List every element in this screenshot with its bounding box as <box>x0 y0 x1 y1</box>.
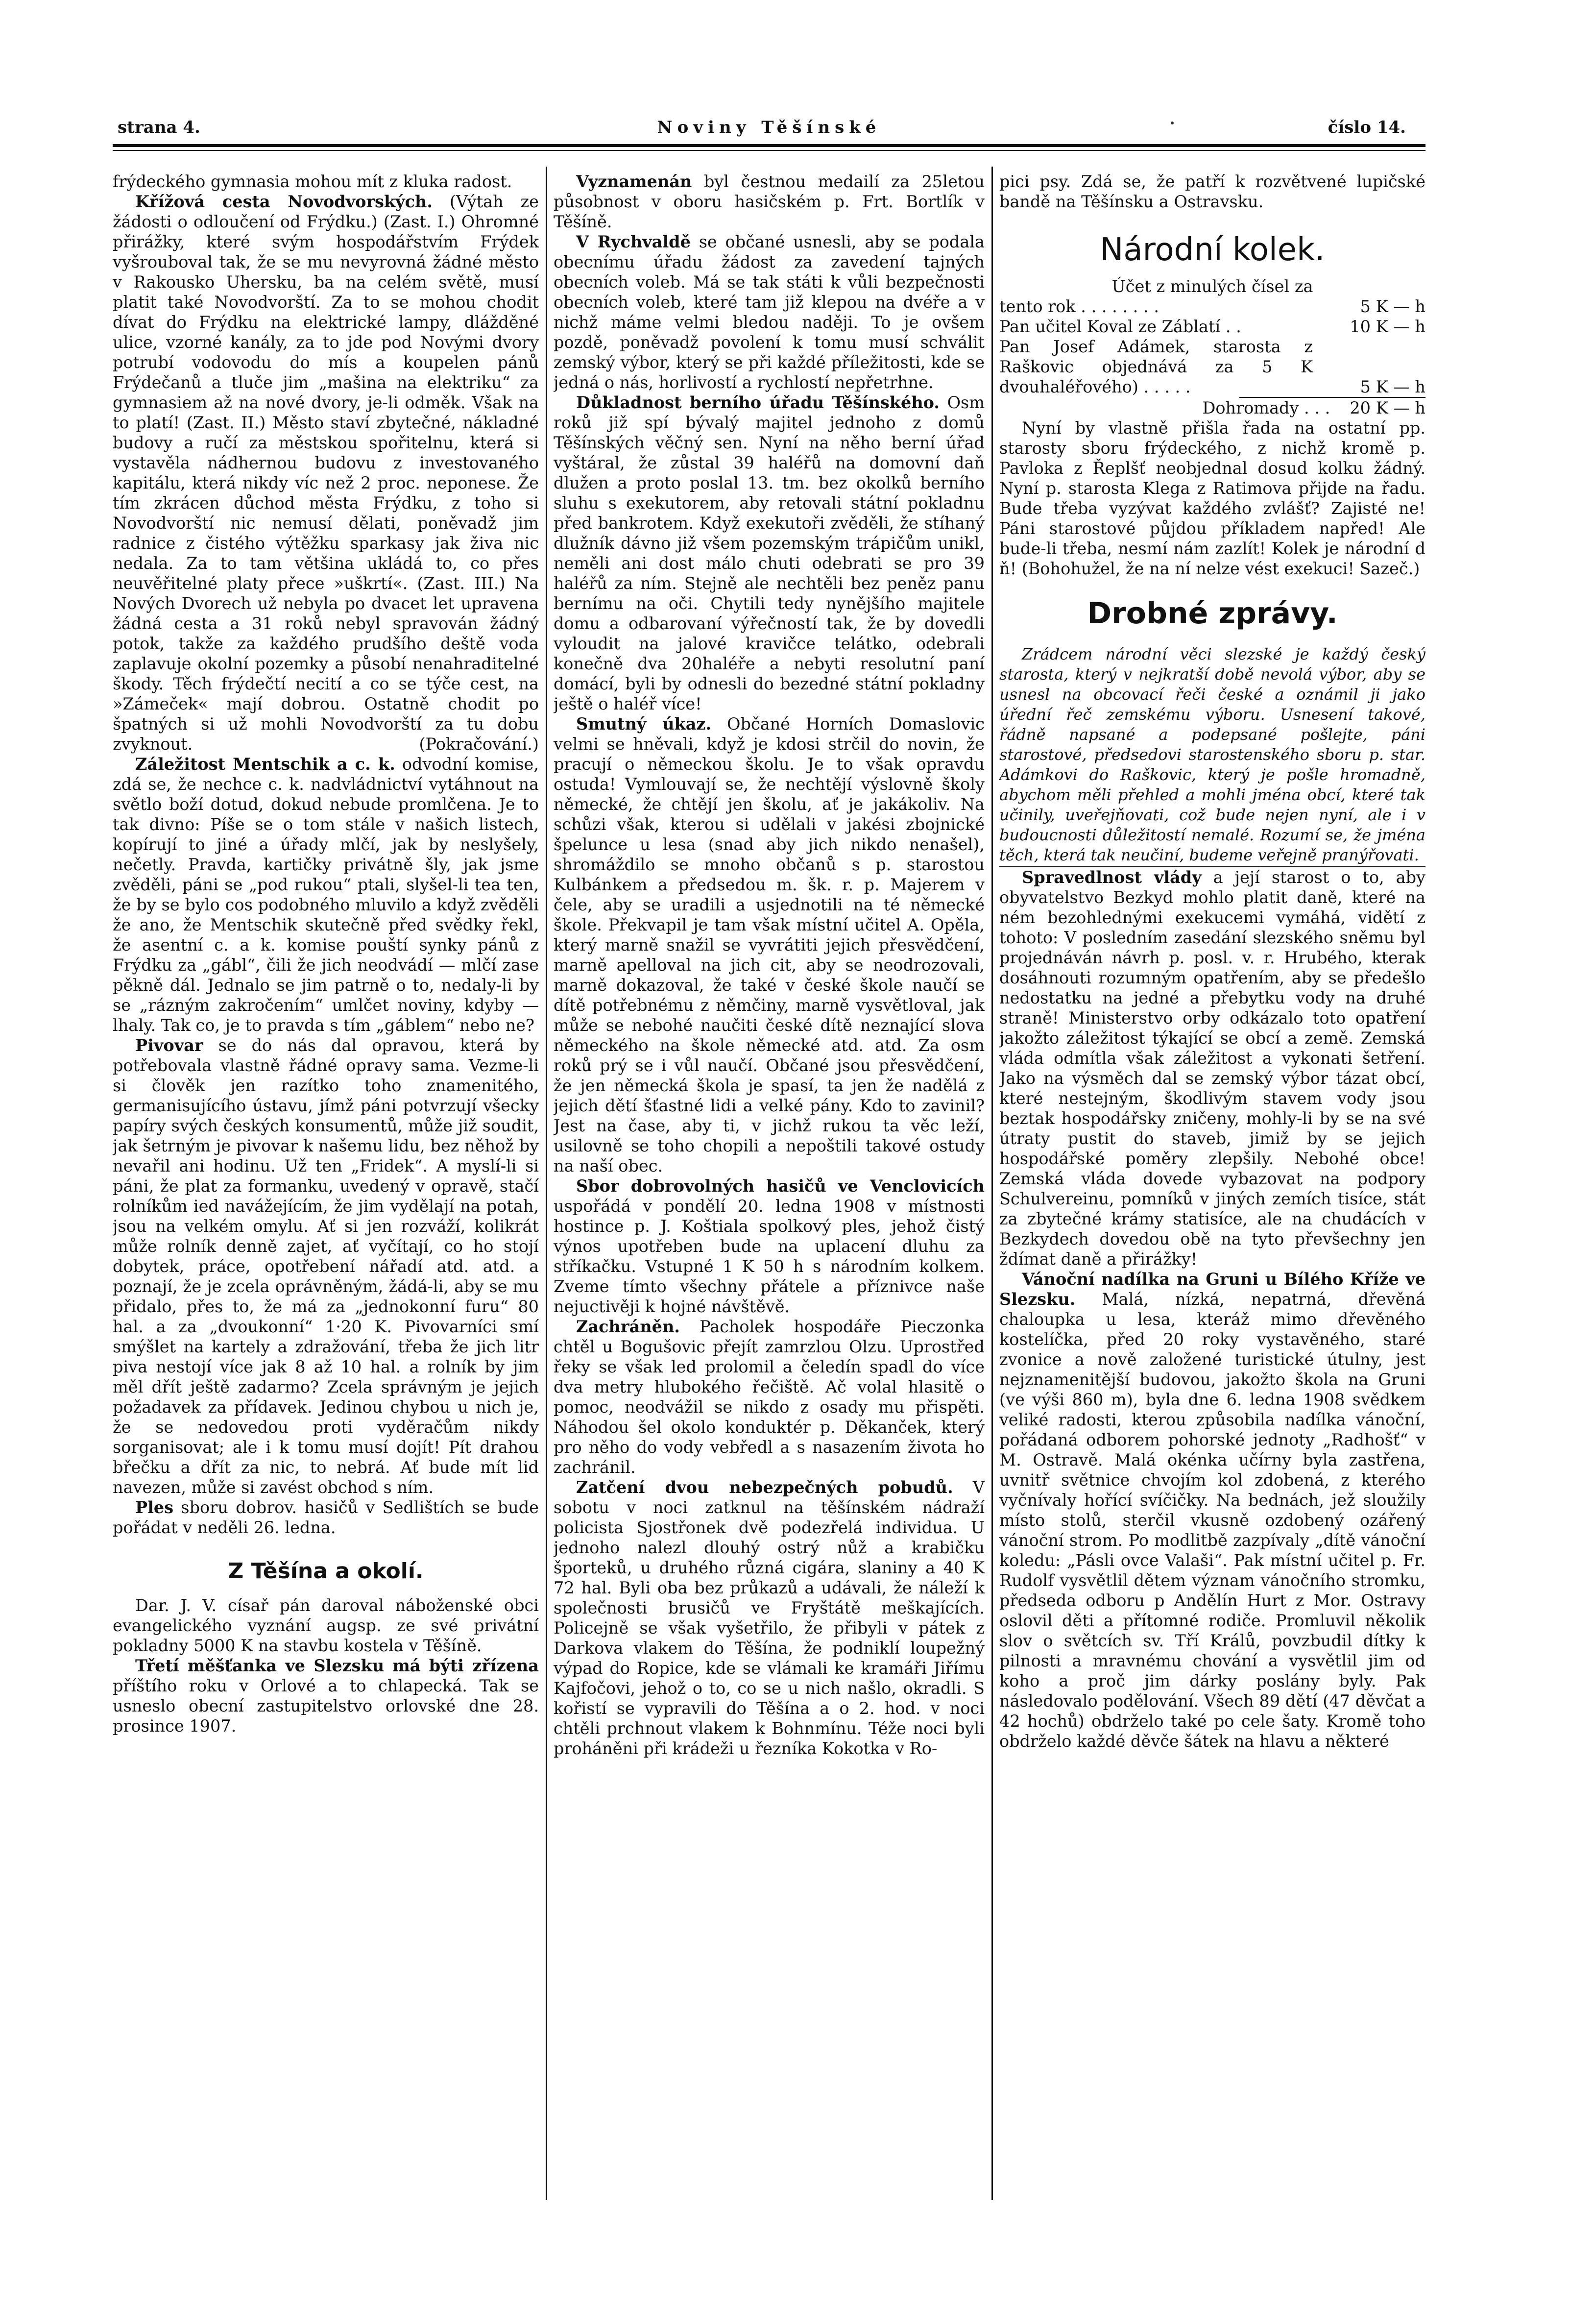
article-continuation: frýdeckého gymnasia mohou mít z kluka radost. <box>113 172 512 191</box>
kolek-sum-label: Dohromady . . . <box>1202 398 1330 417</box>
article-body: sboru dobrov. hasičů v Sedlištích se bude pořádat v neděli 26. ledna. <box>113 1498 539 1537</box>
kolek-row <box>999 337 1425 397</box>
article-body: odvodní komise, zdá se, že nechce c. k. nadvládnictví vytáhnout na světlo boží dotud, dokud nebude promlčena. Je to tak divno: Píše se o tom stále v našich listech, kopírují to jiné a úřady mlčí, jak by neslyšely, nečetly. Pravda, kartičky privátně šly, jak jsme zvěděli, páni se „pod rukou“ ptali, slyšel-li tea ten, že by se bylo cos podobného mluvilo a když zvěděli že ano, že Mentschik skutečně před svědky řekl, že asentní c. a k. komise pouští synky pánů z Frýdku za „gábl“, čili že jich neodvádí — mlčí zase pěkně dál. Jednalo se jim patrně o to, nedaly-li by se „rázným zakročením“ umlčet noviny, kdyby — lhaly. Tak co, je to pravda s tím „gáblem“ nebo ne? <box>113 755 539 1035</box>
article-body: a její starost o to, aby obyvatelstvo Bezkyd mohlo platit daně, které na ném bezohlednými exekucemi vymáhá, vidětí z tohoto: V posledním zasedání slezského sněmu byl projednáván návrh p. posl. v. r. Hrubého, kterak dosáhnouti rozumným opatřením, aby se předešlo nedostatku na jedné a přebytku vody na druhé straně! Ministerstvo orby odkázalo toto opatření jakožto záležitost týkající se obcí a země. Zemská vláda odmítla však záležitost a vykonati šetření. Jako na výsměch dal se zemský výbor tázat obcí, které nestejným, škodlivým stavem vody jsou beztak hospodářsky zničeny, mohly-li by se na své útraty pustit do staveb, jimiž by se jejich hospodářské poměry zlepšily. Nebohé obce! Zemská vláda dovede vybazovat na podpory Schulvereinu, pomníků v jiných zemích tisíce, stát za zbytečné krámy statisíce, ale na chudácích v Bezkydech dovedou obě na tyto převšechny jen ždímat daně a přirážky! <box>999 868 1425 1269</box>
article-body: Osm roků již spí bývalý majitel jednoho z domů Těšínských věčný sen. Nyní na něho berní úřad vyštáral, že zůstal 39 haléřů na domovní daň dlužen a proto poslal 13. tm. bez okolků berního sluhu s exekutorem, aby retovali státní pokladnu před bankrotem. Když exekutoři zvěděli, že stíhaný dlužník dávno již všem pozemským trápičům unikl, neměli ani dost málo chuti odebrati se pro 39 haléřů za ním. Stejně ale nechtěli bez peněz panu bernímu na oči. Chytili tedy nynějšího majitele domu a odbarovaní výřečností tak, že by dovedli vyloudit na jalové kravičce telátko, odebrali konečně dva 20haléře a nebyti resolutní paní domácí, byli by odnesli do bezedné státní pokladny ještě o haléř více! <box>554 393 985 713</box>
kolek-row-label: tento rok . . . . . . . . <box>999 297 1159 316</box>
kolek-row-label: Pan učitel Koval ze Záblatí . . <box>999 317 1241 336</box>
article-hasici-venclovice <box>554 1176 985 1317</box>
page-header <box>113 113 1425 142</box>
article-headline: Sbor dobrovolných hasičů ve Venclovicích <box>576 1176 985 1196</box>
kolek-sum <box>999 398 1425 418</box>
section-title: Z Těšína a okolí. <box>228 1559 424 1584</box>
header-rule <box>113 144 1425 147</box>
article-ples <box>113 1497 539 1538</box>
article-body: (Výtah ze žádosti o odloučení od Frýdku.) (Zast. I.) Ohromné přirážky, které svým hospodářstvím Frýdek vyšrouboval tak, že se mu nevyrovná žádné město v Rakousko Uhersku, ba na celém světě, musí platit také Novodvorští. Za to se mohou chodit dívat do Frýdku na elektrické lampy, dlážděné ulice, vzorné kanály, za to jde pod Novými dvory potrubí vodovodu do mís a koupelen pánů Frýdečanů a tluče jim „mašina na elektriku“ za gymnasiem až na nové dvory, je-li odměk. Však na to platí! (Zast. II.) Město staví zbytečné, nákladné budovy a ručí za městskou spořitelnu, která si vystavěla nádhernou budovu z investovaného kapitálu, která nikdy víc než 2 proc. neponese. Že tím zkrácen důchod města Frýdku, z toho si Novodvorští nic nemusí dělati, poněvadž jim radnice z čistého výtěžku sparkasy jak živa nic nedala. Za to tam většina ukládá to, co přes neuvěřitelné platy přece »uškrtí«. (Zast. III.) Na Nových Dvorech už nebyla po dvacet let upravena žádná cesta a 31 roků nebyl spravován žádný potok, takže za každého prudšího deště voda zaplavuje okolní pozemky a působí nenahraditelné škody. Těch frýdečtí necití a co se týče cest, na »Zámeček« mají dobrou. Ostatně chodit po špatných si už mohli Novodvorští za tu dobu zvyknout. <box>113 192 539 754</box>
column-divider <box>546 167 547 2200</box>
article-body: se občané usnesli, aby se podala obecnímu úřadu žádost za zavedení tajných obecních voleb. Má se tak státi k vůli bezpečnosti obecních voleb, které tam již klepou na dvéře a v nichž máme velmi bledou naději. To je ovšem pozdě, poněvadž povolení k tomu musí schválit zemský výbor, který se při každé příležitosti, kde se jedná o nás, horlivostí a rychlostí nepřetrhne. <box>554 232 985 392</box>
issue-number: číslo 14. <box>1328 118 1406 137</box>
article-berni-urad <box>554 392 985 714</box>
article-body: uspořádá v pondělí 20. ledna 1908 v místnosti hostince p. J. Koštiala spolkový ples, jehož čistý výnos upotřeben bude na uplacení dluhu za stříkačku. Vstupné 1 K 50 h s národním kolkem. Zveme tímto všechny přátele a příznivce naše nejuctivěji k hojné návštěvě. <box>554 1197 985 1316</box>
article-headline: Důkladnost berního úřadu Těšínského. <box>576 393 940 412</box>
article-body: V sobotu v noci zatknul na těšínském nádraží policista Sjostřonek dvě podezřelá individua. U jednoho nalezl dlouhý ostrý nůž a krabičku športeků, u druhého různá cigára, slaniny a 40 K 72 hal. Byli oba bez průkazů a udávali, že náleží k společnosti brusičů ve Fryštátě meškajících. Policejně se však vyšetřilo, že přibyli v pátek z Darkova vlakem do Těšína, že podniklí loupežný výpad do Ropice, kde se vlámali ke kramáři Jiřímu Kajfočovi, jehož o to, co se u nich našlo, okradli. S kořistí se vypravili do Těšína a o 2. hod. v noci chtěli prchnout vlakem k Bohnmínu. Téže noci byli proháněni při krádeži u řezníka Kokotka v Ro- <box>554 1478 985 1758</box>
masthead-title: Noviny Těšínské <box>657 118 881 137</box>
section-title-drobne-zpravy: Drobné zprávy. <box>1087 596 1338 631</box>
kolek-appeal: Nyní by vlastně přišla řada na ostatní pp. starosty sboru frýdeckého, z nichž kromě p. Pavloka z Řeplšť neobjednal dosud kolku žádný. Nyní p. starosta Klega z Ratimova přijde na řadu. Bude třeba vyzývat každého zvlášť? Zajisté ne! Páni starostové půjdou příkladem napřed! Ale bude-li třeba, nesmí nám zazlít! Kolek je národní d ň! (Bohohužel, že na ní nelze vést exekuci! Sazeč.) <box>999 418 1425 578</box>
header-rule-thin <box>113 150 1425 151</box>
article-headline: Zachráněn. <box>576 1317 680 1336</box>
article-body: Malá, nízká, nepatrná, dřevěná chaloupka u lesa, kteráž mimo dřevěného kostelíčka, před 20 roky vystavěného, staré zvonice a nově založené turistické útulny, jest nejznamenitější budovou, jakožto škola na Gruni (ve výši 860 m), byla dne 6. ledna 1908 svědkem veliké radosti, kterou způsobila nadílka vánoční, pořádaná odborem pohorské jednoty „Radhošť“ v M. Ostravě. Malá okénka učírny byla zastřena, uvnitř světnice chvojím kol zdobená, z kterého vyčnívaly hořící svíčičky. Na bednách, jež sloužily místo stolů, sterčil vkusně ozdobený ozářený vánoční strom. Po modlitbě zazpívaly „dítě vánoční koledu: „Pásli ovce Valaši“. Pak místní učitel p. Fr. Rudolf vysvětlil dětem význam vánočního stromku, předseda odboru p Andělín Hurt z Mor. Ostravy oslovil děti a přítomné rodiče. Promluvil několik slov o světcích sv. Tří Králů, povzbudil dítky k pilnosti a mravnému chování a vysvětlil jim od koho a proč jim dárky poslány byly. Pak následovalo podělování. Všech 89 dětí (47 děvčat a 42 hochů) obdrželo také po cele šaty. Kromě toho obdrželo každé děvče šátek na hlavu a některé <box>999 1290 1425 1751</box>
underlined-appeal: Zrádcem národní věci slezské je každý český starosta, který v nejkratší době nevolá výbor, aby se usnesl na obcovací řeči české a oznámil ji jako úřední řeč zemskému výboru. Usnesení takové, řádně napsané a podepsané pošlejte, páni starostové, předsedovi starostenského sboru p. star. Adámkovi do Raškovic, který je pošle hromadně, abychom měli přehled a mohli jména obcí, které tak učinily, uveřejňovati, což bude nejen nyní, ale i v budoucnosti důležitostí nemalé. Rozumí se, že jména těch, která tak neučiní, budeme veřejně pranýřovati. <box>999 644 1425 867</box>
kolek-row-label: Pan Josef Adámek, starosta z Raškovic objednává za 5 K dvouhaléřového) . . . . . <box>999 337 1313 396</box>
column-3 <box>999 171 1425 2200</box>
article-headline: Třetí měšťanka ve Slezsku má býti zřízena <box>135 1656 539 1675</box>
article-headline: Ples <box>135 1498 174 1517</box>
kolek-row <box>999 296 1425 317</box>
article-spravedlnost <box>999 867 1425 1269</box>
article-zachranen <box>554 1317 985 1477</box>
article-vyznamenan <box>554 171 985 232</box>
article-headline: Vánoční nadílka na Gruni u Bílého Kříže ve Slezsku. <box>999 1270 1425 1309</box>
article-vanocni-nadilka <box>999 1269 1425 1751</box>
article-dar: Dar. J. V. císař pán daroval náboženské obci evangelického vyznání augsp. ze své privátní pokladny 5000 K na stavbu kostela v Těšíně. <box>113 1596 539 1655</box>
column-divider <box>991 167 993 2200</box>
column-1 <box>113 171 539 2200</box>
article-continuation: pici psy. Zdá se, že patří k rozvětvené lupičské bandě na Těšínsku a Ostravsku. <box>999 172 1425 211</box>
newspaper-page <box>113 113 1425 2200</box>
article-headline: Zatčení dvou nebezpečných pobudů. <box>576 1478 953 1497</box>
column-2 <box>554 171 985 2200</box>
continuation-note: (Pokračování.) <box>419 734 539 754</box>
article-headline: Vyznamenán <box>576 172 692 191</box>
article-novodvorsti <box>113 192 539 754</box>
article-mentschik <box>113 754 539 1035</box>
article-headline: Křížová cesta Novodvorských. <box>135 192 433 211</box>
article-headline: Smutný úkaz. <box>576 714 712 734</box>
article-headline: Pivovar <box>135 1036 203 1055</box>
section-title-narodni-kolek: Národní kolek. <box>1100 232 1325 268</box>
article-mestanka <box>113 1656 539 1736</box>
article-pivovar <box>113 1035 539 1497</box>
article-body: Pacholek hospodáře Pieczonka chtěl u Bogušovic přejít zamrzlou Olzu. Uprostřed řeky se však led prolomil a čeledín spadl do více dva metry hlubokého řečiště. Ač volal hlasitě o pomoc, neodvážil se nikdo z osady mu přispěti. Náhodou šel okolo konduktér p. Děkanček, který pro něho do vody vebředl a s nasazením života ho zachránil. <box>554 1317 985 1477</box>
article-zatceni <box>554 1477 985 1759</box>
kolek-row-amount: 5 K — h <box>1360 297 1425 316</box>
article-body: příštího roku v Orlové a to chlapecká. Tak se usneslo obecní zastupitelstvo orlovské dne 28. prosince 1907. <box>113 1676 539 1736</box>
article-headline: V Rychvaldě <box>576 232 691 251</box>
article-rychvald <box>554 232 985 392</box>
kolek-intro: Účet z minulých čísel za <box>1111 277 1313 296</box>
article-body: Občané Horních Domaslovic velmi se hněvali, když je kdosi strčil do novin, že pracují o německou školu. Je to však opravdu ostuda! Vymlouvají se, že nechtějí výslovně školy německé, že chtějí jen školu, ať je jakákoliv. Na schůzi však, kterou si udělali v jakési zbojnické špelunce u lesa (snad aby jich nikdo nenašel), shromáždilo se mnoho občanů s p. starostou Kulbánkem a předsedou m. šk. r. p. Majerem v čele, aby se uradili a usjednotili na té německé škole. Překvapil je tam však místní učitel A. Opěla, který marně snažil se vyvrátiti jejich přesvědčení, marně apelloval na jich cit, aby se neodrozovali, marně dokazoval, že také v české škole naučí se dítě potřebnému z němčiny, marně vysvětloval, jak může se nebohé naučiti české dítě neznající slova německého na škole německé atd. atd. Za osm roků prý se i vůl naučí. Občané jsou přesvědčení, že jen německá škola je spasí, ta jen že nadělá z jejich dětí šťastné lidi a velké pány. Kdo to zavinil? Jest na čase, aby ti, v jichž rukou ta věc leží, usilovně se toho chopili a nepoštili takové ostudy na naší obec. <box>554 714 985 1175</box>
article-body: byl čestnou medailí za 25letou působnost v oboru hasičském p. Frt. Bortlík v Těšíně. <box>554 172 985 231</box>
kolek-row-amount: 10 K — h <box>1350 317 1425 336</box>
kolek-row <box>999 317 1425 337</box>
kolek-row-amount: 5 K — h <box>1360 377 1425 396</box>
kolek-sum-amount: 20 K — h <box>1350 398 1425 417</box>
article-smutny-ukaz <box>554 714 985 1176</box>
page-number: strana 4. <box>118 118 200 137</box>
article-headline: Spravedlnost vlády <box>1022 868 1202 887</box>
article-body: se do nás dal opravou, která by potřebovala vlastně řádné opravy sama. Vezme-li si člověk jen razítko toho znamenitého, germanisujícího ústavu, jímž páni potvrzují všecky papíry svých českých konsumentů, může již soudit, jak šetrným je pivovar k našemu lidu, bez něhož by nevařil ani hodinu. Už ten „Fridek“. A myslí-li si páni, že plat za formanku, uvedený v opravě, stačí rolníkům ied navážejícím, že jim vydělají na potah, jsou na velkém omylu. Ať si jen rozváží, kolikrát může rolník denně zajet, ať vyčítají, co ho stojí dobytek, práce, opotřebení nářadí atd. atd. a poznají, že je zcela oprávněným, žádá-li, aby se mu přidalo, přes to, že má za „jednokonní furu“ 80 hal. a za „dvoukonní“ 1·20 K. Pivovarníci smí smýšlet na kartely a zdražování, třeba že jich litr piva nestojí více jak 8 až 10 hal. a rolník by jim měl dřít ještě zadarmo? Zcela správným je jejich požadavek za přídavek. Jedinou chybou u nich je, že se nedovedou proti vyděračům nikdy sorganisovat; ale i k tomu musí dojít! Pít drahou břečku a dřít za nic, to nebrá. Ať bude mít lid navezen, může si zavést obchod s ním. <box>113 1036 539 1497</box>
article-headline: Záležitost Mentschik a c. k. <box>135 755 395 774</box>
